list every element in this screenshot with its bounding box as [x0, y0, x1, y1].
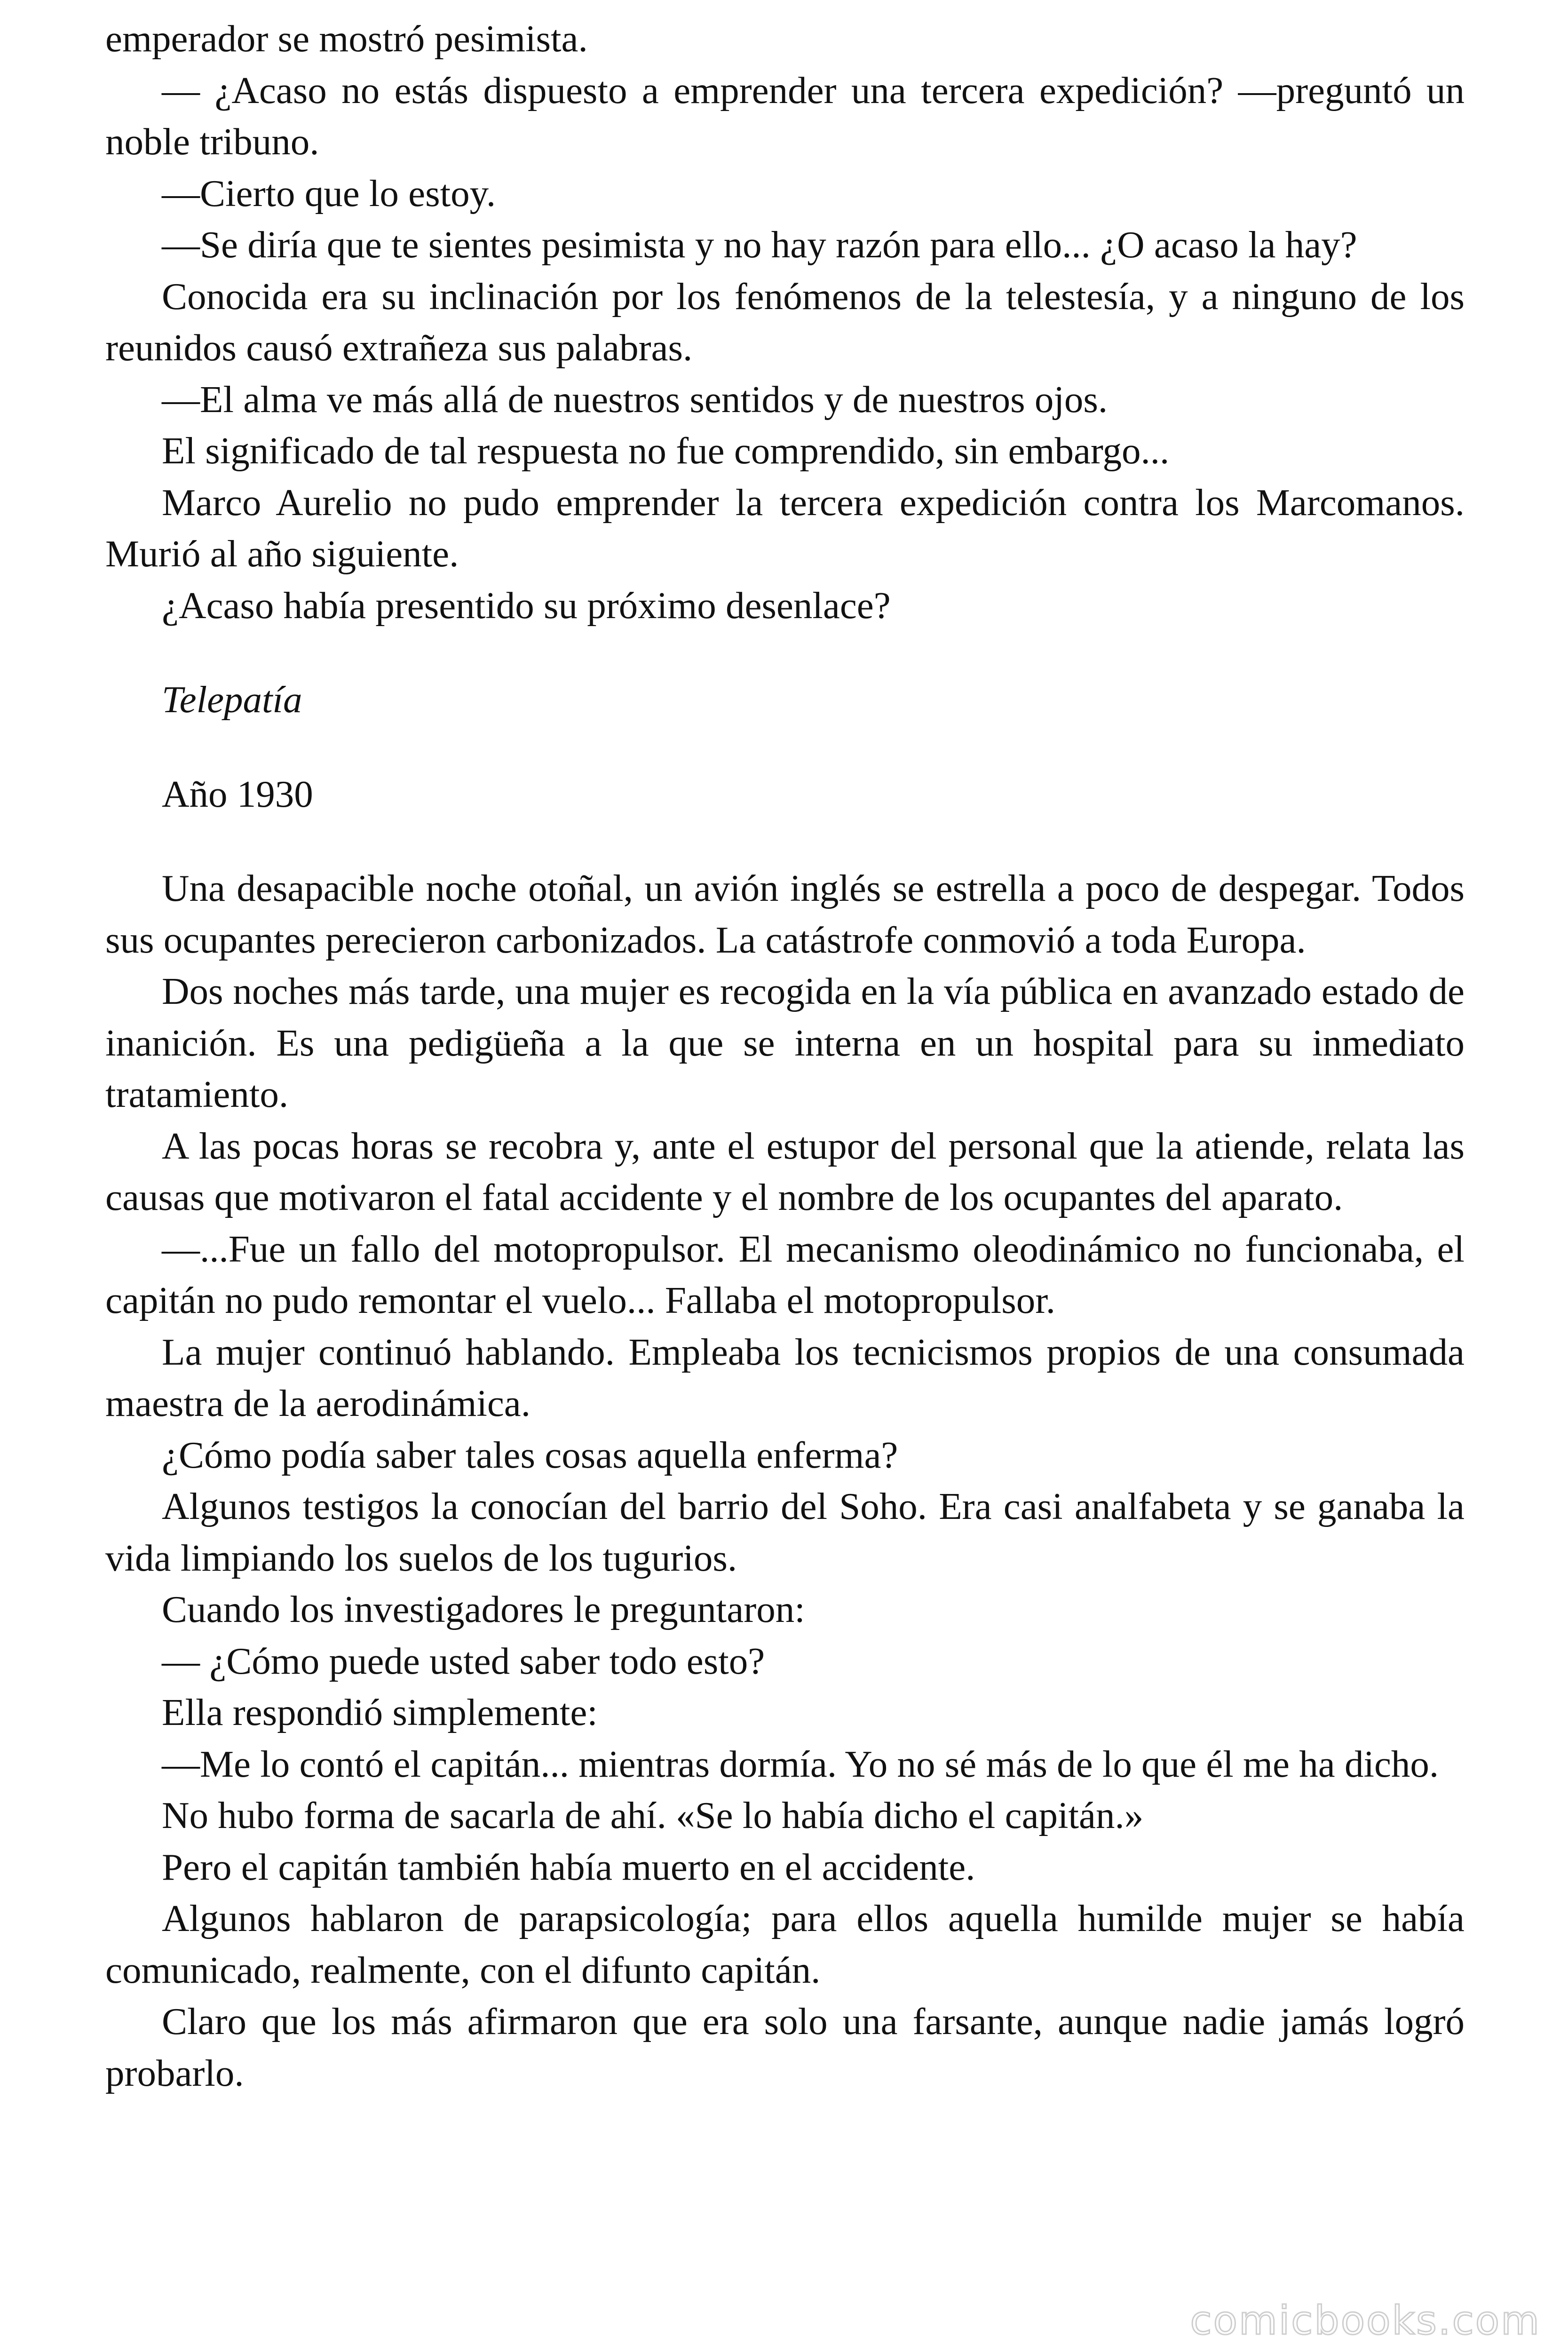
- paragraph: A las pocas horas se recobra y, ante el estupor del personal que la atiende, relata las causas que motivaron el fatal accidente y el nombre de los ocupantes del aparato.: [105, 1124, 1465, 1218]
- paragraph: Pero el capitán también había muerto en el accidente.: [162, 1845, 975, 1888]
- paragraph: — ¿Cómo puede usted saber todo esto?: [162, 1639, 765, 1682]
- section-year: Año 1930: [162, 772, 313, 815]
- paragraph: Algunos testigos la conocían del barrio del Soho. Era casi analfabeta y se ganaba la vida limpiando los suelos de los tugurios.: [105, 1485, 1465, 1579]
- paragraph: Ella respondió simplemente:: [162, 1691, 598, 1733]
- paragraph: —Me lo contó el capitán... mientras dormía. Yo no sé más de lo que él me ha dicho.: [162, 1742, 1439, 1785]
- paragraph: Cuando los investigadores le preguntaron:: [162, 1588, 805, 1630]
- paragraph: Una desapacible noche otoñal, un avión inglés se estrella a poco de despegar. Todos sus ocupantes perecieron carbonizados. La catástrofe conmovió a toda Europa.: [105, 867, 1465, 961]
- paragraph: Claro que los más afirmaron que era solo una farsante, aunque nadie jamás logró probarlo.: [105, 2000, 1465, 2094]
- section-title: Telepatía: [162, 678, 302, 721]
- paragraph: ¿Cómo podía saber tales cosas aquella enferma?: [162, 1433, 898, 1476]
- paragraph: ¿Acaso había presentido su próximo desenlace?: [162, 584, 891, 627]
- paragraph: —El alma ve más allá de nuestros sentidos y de nuestros ojos.: [162, 378, 1108, 421]
- paragraph: La mujer continuó hablando. Empleaba los tecnicismos propios de una consumada maestra de la aerodinámica.: [105, 1330, 1465, 1424]
- paragraph: —...Fue un fallo del motopropulsor. El mecanismo oleodinámico no funcionaba, el capitán no pudo remontar el vuelo... Fallaba el motopropulsor.: [105, 1227, 1465, 1321]
- paragraph: —Se diría que te sientes pesimista y no hay razón para ello... ¿O acaso la hay?: [162, 223, 1357, 266]
- paragraph: Dos noches más tarde, una mujer es recogida en la vía pública en avanzado estado de inanición. Es una pedigüeña a la que se interna en un hospital para su inmediato tratamiento.: [105, 970, 1465, 1115]
- paragraph: Conocida era su inclinación por los fenómenos de la telestesía, y a ninguno de los reunidos causó extrañeza sus palabras.: [105, 275, 1465, 369]
- paragraph: — ¿Acaso no estás dispuesto a emprender una tercera expedición? —preguntó un noble tribuno.: [105, 69, 1465, 163]
- paragraph: El significado de tal respuesta no fue comprendido, sin embargo...: [162, 429, 1170, 472]
- paragraph: Algunos hablaron de parapsicología; para ellos aquella humilde mujer se había comunicado, realmente, con el difunto capitán.: [105, 1897, 1465, 1991]
- paragraph: emperador se mostró pesimista.: [105, 17, 588, 60]
- paragraph: —Cierto que lo estoy.: [162, 172, 496, 215]
- book-page: [105, 13, 1465, 2099]
- paragraph: Marco Aurelio no pudo emprender la tercera expedición contra los Marcomanos. Murió al año siguiente.: [105, 481, 1465, 575]
- watermark: comicbooks.com: [1190, 2297, 1541, 2344]
- paragraph: No hubo forma de sacarla de ahí. «Se lo había dicho el capitán.»: [162, 1794, 1144, 1836]
